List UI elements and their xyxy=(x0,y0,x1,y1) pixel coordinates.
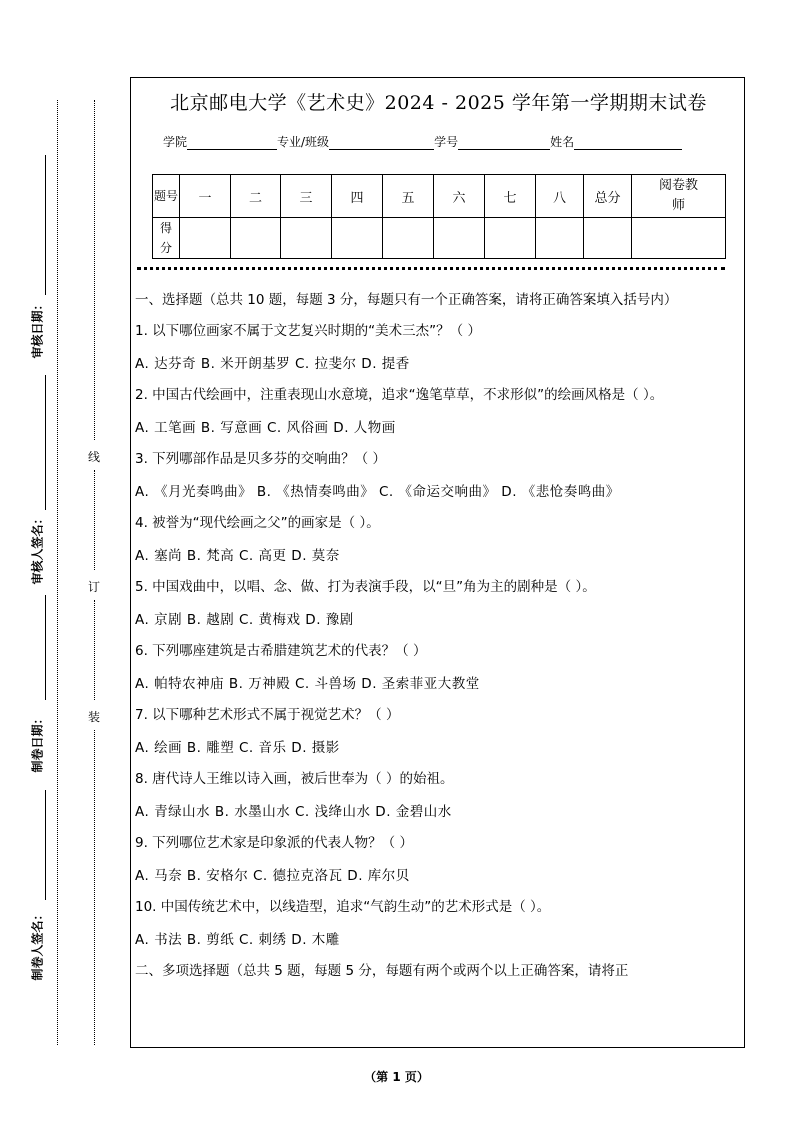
score-cell[interactable] xyxy=(281,218,332,259)
compile-date-label: 制卷日期： xyxy=(30,712,45,773)
question-5-options: A. 京剧 B. 越剧 C. 黄梅戏 D. 豫剧 xyxy=(135,612,354,628)
review-date-label: 审核日期： xyxy=(30,298,45,359)
question-7-options: A. 绘画 B. 雕塑 C. 音乐 D. 摄影 xyxy=(135,740,340,756)
name-field[interactable] xyxy=(574,137,682,150)
question-8-options: A. 青绿山水 B. 水墨山水 C. 浅绛山水 D. 金碧山水 xyxy=(135,804,452,820)
margin-dotted-line xyxy=(57,100,58,1045)
margin-line xyxy=(45,595,46,700)
section1-heading: 一、选择题（总共 10 题，每题 3 分，每题只有一个正确答案，请将正确答案填入括号内） xyxy=(135,292,678,308)
college-label: 学院 xyxy=(163,135,188,149)
question-1: 1. 以下哪位画家不属于文艺复兴时期的“美术三杰”？（ ） xyxy=(135,323,481,339)
score-cell[interactable] xyxy=(332,218,383,259)
question-4: 4. 被誉为“现代绘画之父”的画家是（ ）。 xyxy=(135,515,380,531)
score-cell[interactable] xyxy=(434,218,485,259)
score-cell[interactable] xyxy=(485,218,536,259)
score-cell[interactable] xyxy=(632,218,726,259)
question-5: 5. 中国戏曲中，以唱、念、做、打为表演手段，以“旦”角为主的剧种是（ ）。 xyxy=(135,579,596,595)
score-col-1: 一 xyxy=(180,175,231,218)
major-field[interactable] xyxy=(329,137,434,150)
score-table xyxy=(152,174,726,259)
binding-dotted-line xyxy=(94,730,95,1045)
exam-frame xyxy=(130,77,745,1048)
question-7: 7. 以下哪种艺术形式不属于视觉艺术？（ ） xyxy=(135,707,400,723)
question-number-label: 题号 xyxy=(153,175,180,218)
score-col-7: 七 xyxy=(485,175,536,218)
binding-dotted-line xyxy=(94,100,95,440)
margin-line xyxy=(45,375,46,510)
question-10-options: A. 书法 B. 剪纸 C. 刺绣 D. 木雕 xyxy=(135,932,340,948)
student-id-label: 学号 xyxy=(434,135,459,149)
student-id-field[interactable] xyxy=(458,137,550,150)
binding-dotted-line xyxy=(94,470,95,570)
question-1-options: A. 达芬奇 B. 米开朗基罗 C. 拉斐尔 D. 提香 xyxy=(135,356,410,372)
score-col-grader: 阅卷教师 xyxy=(632,175,726,218)
compiler-signature-label: 制卷人签名： xyxy=(30,908,45,981)
score-cell[interactable] xyxy=(536,218,584,259)
score-row-label: 得分 xyxy=(153,218,180,259)
binding-dotted-line xyxy=(94,600,95,700)
college-field[interactable] xyxy=(187,137,277,150)
question-10: 10. 中国传统艺术中，以线造型，追求“气韵生动”的艺术形式是（ ）。 xyxy=(135,899,551,915)
binding-char-line: 线 xyxy=(88,450,101,464)
score-col-4: 四 xyxy=(332,175,383,218)
margin-line xyxy=(45,155,46,295)
reviewer-signature-label: 审核人签名： xyxy=(30,512,45,585)
margin-line xyxy=(45,790,46,900)
section2-heading: 二、多项选择题（总共 5 题，每题 5 分，每题有两个或两个以上正确答案，请将正 xyxy=(135,963,629,979)
exam-title: 北京邮电大学《艺术史》2024 - 2025 学年第一学期期末试卷 xyxy=(170,92,707,114)
score-col-3: 三 xyxy=(281,175,332,218)
student-info-row xyxy=(163,133,682,150)
name-label: 姓名 xyxy=(550,135,575,149)
exam-content xyxy=(135,288,741,983)
question-3: 3. 下列哪部作品是贝多芬的交响曲？（ ） xyxy=(135,451,386,467)
score-cell[interactable] xyxy=(231,218,281,259)
question-9-options: A. 马奈 B. 安格尔 C. 德拉克洛瓦 D. 库尔贝 xyxy=(135,868,410,884)
question-3-options: A. 《月光奏鸣曲》 B. 《热情奏鸣曲》 C. 《命运交响曲》 D. 《悲怆奏鸣曲》 xyxy=(135,484,620,500)
score-col-8: 八 xyxy=(536,175,584,218)
score-col-2: 二 xyxy=(231,175,281,218)
question-6-options: A. 帕特农神庙 B. 万神殿 C. 斗兽场 D. 圣索菲亚大教堂 xyxy=(135,676,480,692)
score-cell[interactable] xyxy=(584,218,632,259)
binding-char-staple: 订 xyxy=(88,580,101,594)
page-number: （第 1 页） xyxy=(364,1070,429,1084)
separator-dots xyxy=(137,267,725,270)
score-col-6: 六 xyxy=(434,175,485,218)
score-cell[interactable] xyxy=(383,218,434,259)
question-2-options: A. 工笔画 B. 写意画 C. 风俗画 D. 人物画 xyxy=(135,420,396,436)
question-list xyxy=(135,319,741,952)
question-9: 9. 下列哪位艺术家是印象派的代表人物？（ ） xyxy=(135,835,413,851)
question-2: 2. 中国古代绘画中，注重表现山水意境，追求“逸笔草草，不求形似”的绘画风格是（ ）。 xyxy=(135,387,664,403)
question-4-options: A. 塞尚 B. 梵高 C. 高更 D. 莫奈 xyxy=(135,548,340,564)
score-col-total: 总分 xyxy=(584,175,632,218)
binding-char-bind: 装 xyxy=(88,710,101,724)
major-label: 专业/班级 xyxy=(277,135,330,149)
score-col-5: 五 xyxy=(383,175,434,218)
question-6: 6. 下列哪座建筑是古希腊建筑艺术的代表？（ ） xyxy=(135,643,427,659)
score-cell[interactable] xyxy=(180,218,231,259)
question-8: 8. 唐代诗人王维以诗入画，被后世奉为（ ）的始祖。 xyxy=(135,771,454,787)
